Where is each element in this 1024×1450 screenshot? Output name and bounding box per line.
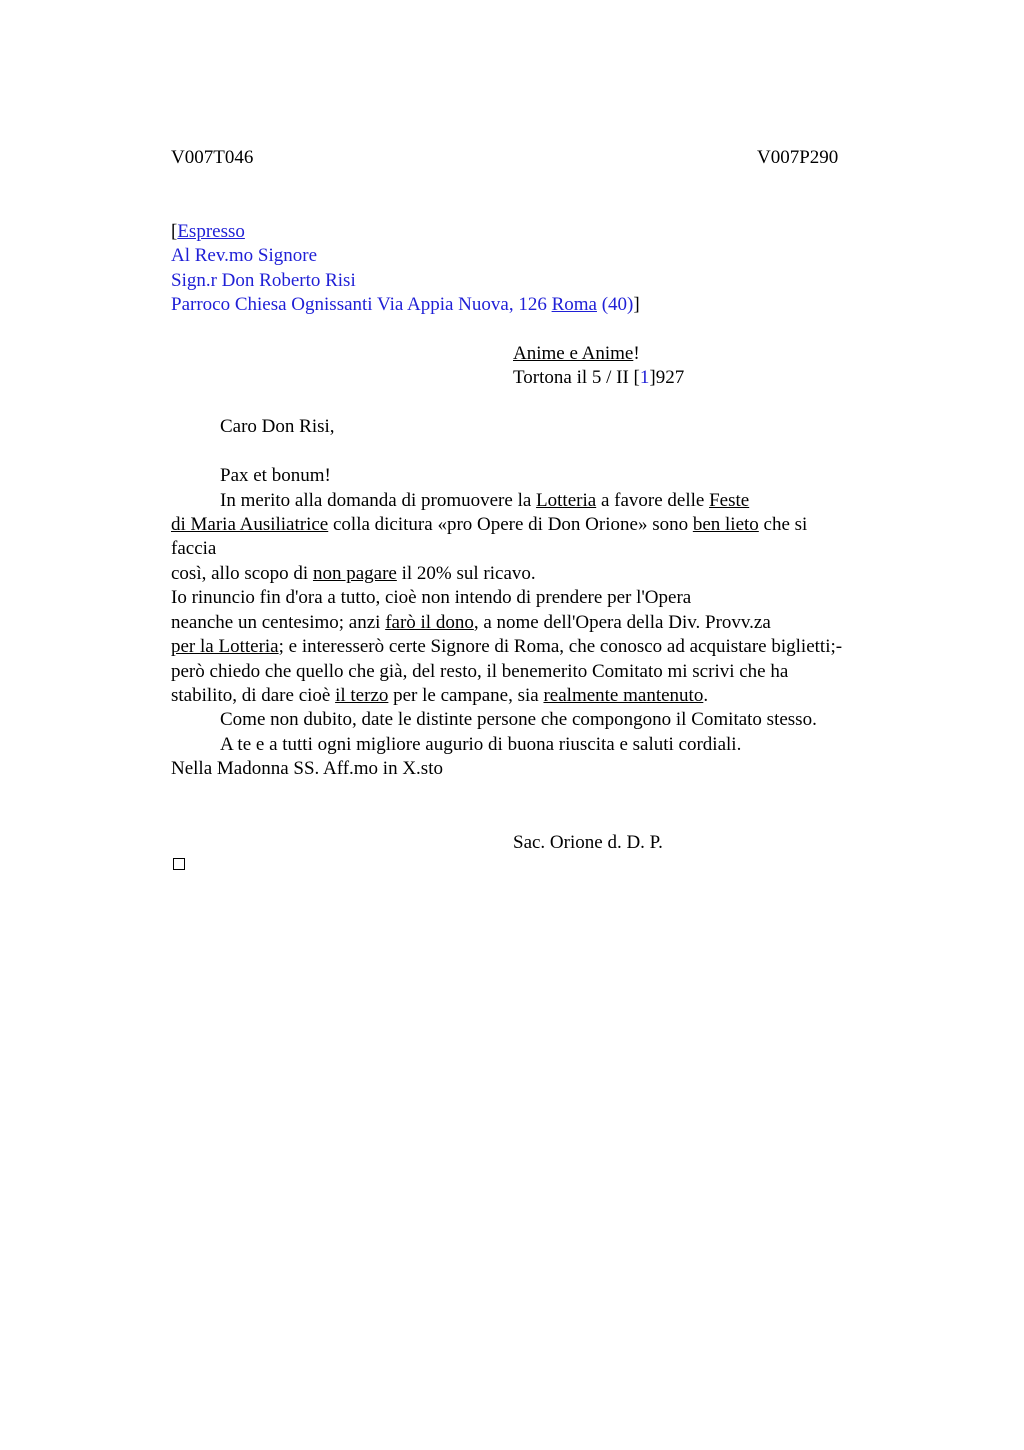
- address-line-2: Al Rev.mo Signore: [171, 245, 318, 266]
- date-editorial-digit: 1: [639, 367, 650, 388]
- address-line-4: Parroco Chiesa Ognissanti Via Appia Nuova, 126 Roma (40)]: [171, 294, 640, 315]
- address-city: Roma: [551, 294, 597, 315]
- signature: Sac. Orione d. D. P.: [513, 832, 663, 853]
- open-bracket: [: [171, 221, 178, 242]
- address-espresso: Espresso: [177, 221, 245, 242]
- body-line-11: A te e a tutti ogni migliore augurio di buona riuscita e saluti cordiali.: [220, 734, 742, 755]
- body-line-10: Come non dubito, date le distinte persone che compongono il Comitato stesso.: [220, 709, 817, 730]
- header-right-code: V007P290: [757, 147, 839, 168]
- body-line-1: In merito alla domanda di promuovere la Lotteria a favore delle Feste: [220, 490, 750, 511]
- motto: Anime e Anime!: [513, 343, 640, 364]
- body-line-6: neanche un centesimo; anzi farò il dono, a nome dell'Opera della Div. Provv.za: [171, 612, 771, 633]
- close-bracket: ]: [633, 294, 640, 315]
- body-line-2: di Maria Ausiliatrice colla dicitura «pro Opere di Don Orione» sono ben lieto che si: [171, 514, 808, 535]
- body-line-5: Io rinuncio fin d'ora a tutto, cioè non intendo di prendere per l'Opera: [171, 587, 692, 608]
- salutation: Caro Don Risi,: [220, 416, 335, 437]
- address-line-3: Sign.r Don Roberto Risi: [171, 270, 356, 291]
- body-line-12: Nella Madonna SS. Aff.mo in X.sto: [171, 758, 443, 779]
- body-line-3: faccia: [171, 538, 217, 559]
- body-line-8: però chiedo che quello che già, del resto, il benemerito Comitato mi scrivi che ha: [171, 661, 789, 682]
- body-line-9: stabilito, di dare cioè il terzo per le campane, sia realmente mantenuto.: [171, 685, 709, 706]
- greeting: Pax et bonum!: [220, 465, 331, 486]
- header-left-code: V007T046: [171, 147, 254, 168]
- letter-date: Tortona il 5 / II [1]927: [513, 367, 685, 388]
- checkbox-square-icon: [173, 858, 185, 870]
- body-line-4: così, allo scopo di non pagare il 20% sul ricavo.: [171, 563, 536, 584]
- body-line-7: per la Lotteria; e interesserò certe Signore di Roma, che conosco ad acquistare biglietti;-: [171, 636, 843, 657]
- address-line-1: [171, 220, 245, 244]
